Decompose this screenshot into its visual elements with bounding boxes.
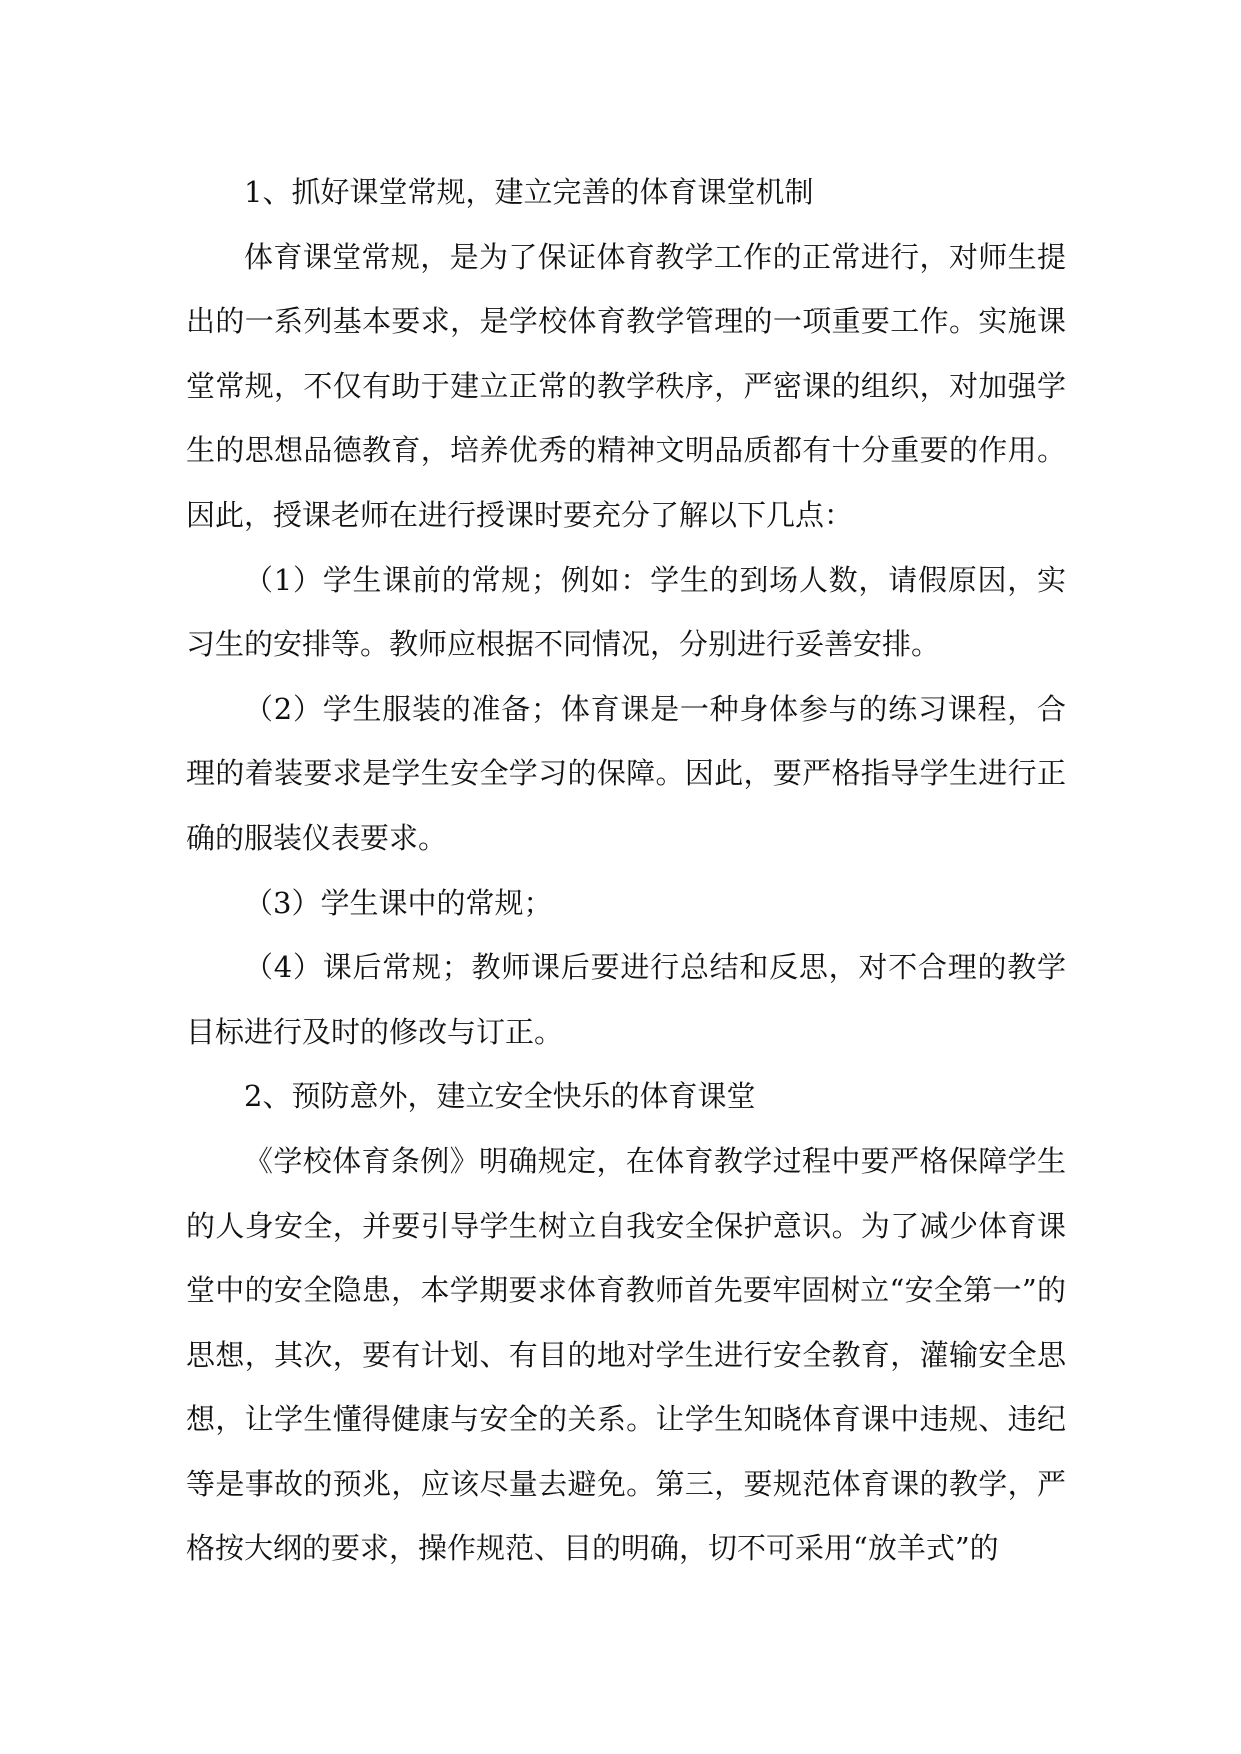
section-heading-2: 2、预防意外，建立安全快乐的体育课堂 xyxy=(244,1079,756,1114)
paragraph-safety: 《学校体育条例》明确规定，在体育教学过程中要严格保障学生的人身安全，并要引导学生树立自我安全保护意识。为了减少体育课堂中的安全隐患，本学期要求体育教师首先要牢固树立“安全第一”的思想，其次，要有计划、有目的地对学生进行安全教育，灌输安全思想，让学生懂得健康与安全的关系。让学生知晓体育课中违规、违纪等是事故的预兆，应该尽量去避免。第三，要规范体育课的教学，严格按大纲的要求，操作规范、目的明确，切不可采用“放羊式”的 xyxy=(186,1143,1066,1566)
list-item-2: （2）学生服装的准备；体育课是一种身体参与的练习课程，合理的着装要求是学生安全学习的保障。因此，要严格指导学生进行正确的服装仪表要求。 xyxy=(186,691,1066,855)
list-item-1: （1）学生课前的常规；例如：学生的到场人数，请假原因，实习生的安排等。教师应根据不同情况，分别进行妥善安排。 xyxy=(186,562,1066,662)
list-item-3: （3）学生课中的常规； xyxy=(244,885,553,920)
list-item-4: （4）课后常规；教师课后要进行总结和反思，对不合理的教学目标进行及时的修改与订正。 xyxy=(186,950,1066,1049)
section-heading-1: 1、抓好课堂常规，建立完善的体育课堂机制 xyxy=(244,175,814,209)
paragraph-classroom-routine: 体育课堂常规，是为了保证体育教学工作的正常进行，对师生提出的一系列基本要求，是学校体育教学管理的一项重要工作。实施课堂常规，不仅有助于建立正常的教学秩序，严密课的组织，对加强学生的思想品德教育，培养优秀的精神文明品质都有十分重要的作用。因此，授课老师在进行授课时要充分了解以下几点： xyxy=(186,239,1066,532)
document-body xyxy=(186,160,1066,1581)
